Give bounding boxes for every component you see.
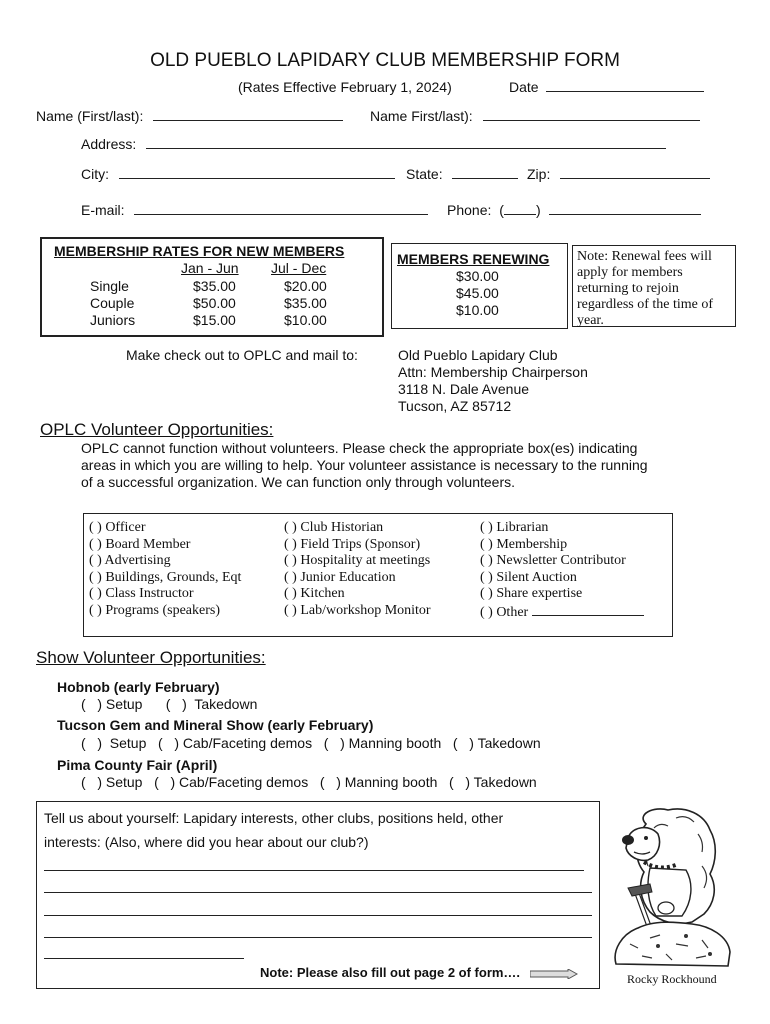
mascot-caption: Rocky Rockhound (627, 972, 717, 986)
page-2-note (260, 965, 578, 980)
phone-label: Phone: (447, 202, 492, 218)
city-line (119, 166, 395, 179)
volunteer-column-2 (284, 520, 431, 619)
vol-officer[interactable]: ( ) Officer (89, 520, 146, 535)
city-label: City: (81, 166, 109, 182)
mail-line-3: 3118 N. Dale Avenue (398, 381, 530, 397)
address-line (146, 136, 666, 149)
rates-col-jan-jun: Jan - Jun (181, 260, 239, 276)
vol-membership[interactable]: ( ) Membership (480, 536, 568, 552)
write-line-1 (44, 870, 584, 871)
rocky-rockhound-illustration (606, 804, 736, 970)
state-line (452, 166, 518, 179)
oplc-intro-line-3: of a successful organization. We can function only through volunteers. (81, 474, 515, 490)
vol-junior-education[interactable]: ( ) Junior Education (284, 569, 396, 585)
vol-silent-auction[interactable]: ( ) Silent Auction (480, 569, 577, 585)
zip-line (560, 166, 710, 179)
arrow-right-icon (530, 969, 578, 979)
mail-line-4: Tucson, AZ 85712 (398, 398, 512, 414)
address-label: Address: (81, 136, 137, 152)
members-renewing-box (391, 243, 568, 329)
rates-heading: MEMBERSHIP RATES FOR NEW MEMBERS (54, 243, 345, 259)
email-field[interactable] (81, 202, 428, 218)
vol-board-member[interactable]: ( ) Board Member (89, 536, 191, 552)
vol-buildings-grounds[interactable]: ( ) Buildings, Grounds, Eqt (89, 569, 242, 585)
address-field[interactable] (81, 136, 666, 152)
write-line-4 (44, 937, 592, 938)
name-line-1 (153, 108, 343, 121)
rate-couple-jan: $50.00 (193, 295, 236, 311)
hobnob-options[interactable]: ( ) Setup ( ) Takedown (81, 696, 258, 712)
form-title: OLD PUEBLO LAPIDARY CLUB MEMBERSHIP FORM (150, 50, 620, 71)
vol-programs[interactable]: ( ) Programs (speakers) (89, 602, 221, 618)
vol-newsletter[interactable]: ( ) Newsletter Contributor (480, 553, 626, 568)
vol-other-line (532, 603, 644, 616)
oplc-intro-line-1: OPLC cannot function without volunteers. Please check the appropriate box(es) indicating (81, 440, 638, 456)
phone-close-paren: ) (535, 202, 541, 218)
name-line-2 (483, 108, 700, 121)
name-label-1: Name (First/last): (36, 108, 144, 124)
zip-field[interactable] (527, 166, 710, 182)
state-label: State: (406, 166, 443, 182)
vol-kitchen[interactable]: ( ) Kitchen (284, 586, 345, 601)
write-line-3 (44, 915, 592, 916)
event-pima-fair: Pima County Fair (April) (57, 757, 218, 773)
event-hobnob: Hobnob (early February) (57, 679, 220, 695)
tell-us-box[interactable] (36, 801, 600, 989)
rates-effective-subtitle: (Rates Effective February 1, 2024) (238, 79, 452, 95)
rate-type-single: Single (90, 278, 129, 294)
email-line (134, 202, 428, 215)
renewal-note: Note: Renewal fees will apply for members returning to rejoin regardless of the time of year. (572, 245, 736, 327)
rate-type-juniors: Juniors (90, 312, 136, 328)
date-field[interactable] (509, 79, 704, 95)
vol-share-expertise[interactable]: ( ) Share expertise (480, 586, 583, 601)
vol-librarian[interactable]: ( ) Librarian (480, 520, 549, 535)
volunteer-column-3 (480, 520, 644, 621)
rate-single-jan: $35.00 (193, 278, 236, 294)
gem-show-options[interactable]: ( ) Setup ( ) Cab/Faceting demos ( ) Manning booth ( ) Takedown (81, 735, 541, 751)
vol-advertising[interactable]: ( ) Advertising (89, 553, 171, 568)
rate-single-jul: $20.00 (284, 278, 327, 294)
phone-area-line (504, 202, 536, 215)
vol-hospitality[interactable]: ( ) Hospitality at meetings (284, 553, 431, 568)
zip-label: Zip: (527, 166, 551, 182)
renew-juniors: $10.00 (456, 302, 499, 318)
renew-couple: $45.00 (456, 285, 499, 301)
renew-single: $30.00 (456, 268, 499, 284)
vol-lab-monitor[interactable]: ( ) Lab/workshop Monitor (284, 602, 431, 618)
renewing-heading: MEMBERS RENEWING (397, 251, 550, 267)
new-member-rates-box (40, 237, 384, 337)
mailing-address (398, 347, 588, 415)
show-volunteer-heading: Show Volunteer Opportunities: (36, 648, 266, 667)
vol-club-historian[interactable]: ( ) Club Historian (284, 520, 384, 535)
oplc-volunteer-options (83, 513, 673, 637)
email-label: E-mail: (81, 202, 125, 218)
rate-type-couple: Couple (90, 295, 135, 311)
oplc-intro (81, 440, 648, 491)
state-field[interactable] (406, 166, 518, 182)
rates-col-jul-dec: Jul - Dec (271, 260, 327, 276)
mail-instruction: Make check out to OPLC and mail to: (126, 347, 358, 363)
pima-fair-options[interactable]: ( ) Setup ( ) Cab/Faceting demos ( ) Manning booth ( ) Takedown (81, 774, 537, 790)
vol-other[interactable] (480, 603, 644, 622)
date-label: Date (509, 79, 539, 95)
rate-juniors-jan: $15.00 (193, 312, 236, 328)
phone-line (549, 202, 701, 215)
vol-field-trips[interactable]: ( ) Field Trips (Sponsor) (284, 536, 421, 552)
write-line-5 (44, 958, 244, 959)
rate-juniors-jul: $10.00 (284, 312, 327, 328)
vol-class-instructor[interactable]: ( ) Class Instructor (89, 586, 194, 601)
city-field[interactable] (81, 166, 395, 182)
tell-us-line-1: Tell us about yourself: Lapidary interests, other clubs, positions held, other (44, 810, 504, 826)
tell-us-line-2: interests: (Also, where did you hear about our club?) (44, 834, 369, 850)
oplc-volunteer-heading: OPLC Volunteer Opportunities: (40, 420, 274, 439)
name-field-1[interactable] (36, 108, 343, 124)
name-field-2[interactable] (370, 108, 700, 124)
phone-open-paren: ( (499, 202, 504, 218)
oplc-intro-line-2: areas in which you are willing to help. Your volunteer assistance is necessary to the running (81, 457, 648, 473)
date-line (546, 79, 704, 92)
volunteer-column-1 (89, 520, 241, 619)
page-2-note-text: Note: Please also fill out page 2 of form…. (260, 965, 521, 980)
mail-line-1: Old Pueblo Lapidary Club (398, 347, 558, 363)
write-line-2 (44, 892, 592, 893)
name-label-2: Name First/last): (370, 108, 473, 124)
mail-line-2: Attn: Membership Chairperson (398, 364, 588, 380)
vol-other-label: ( ) Other (480, 604, 529, 620)
phone-field[interactable] (447, 202, 701, 218)
rate-couple-jul: $35.00 (284, 295, 327, 311)
event-tucson-gem-show: Tucson Gem and Mineral Show (early February) (57, 717, 374, 733)
